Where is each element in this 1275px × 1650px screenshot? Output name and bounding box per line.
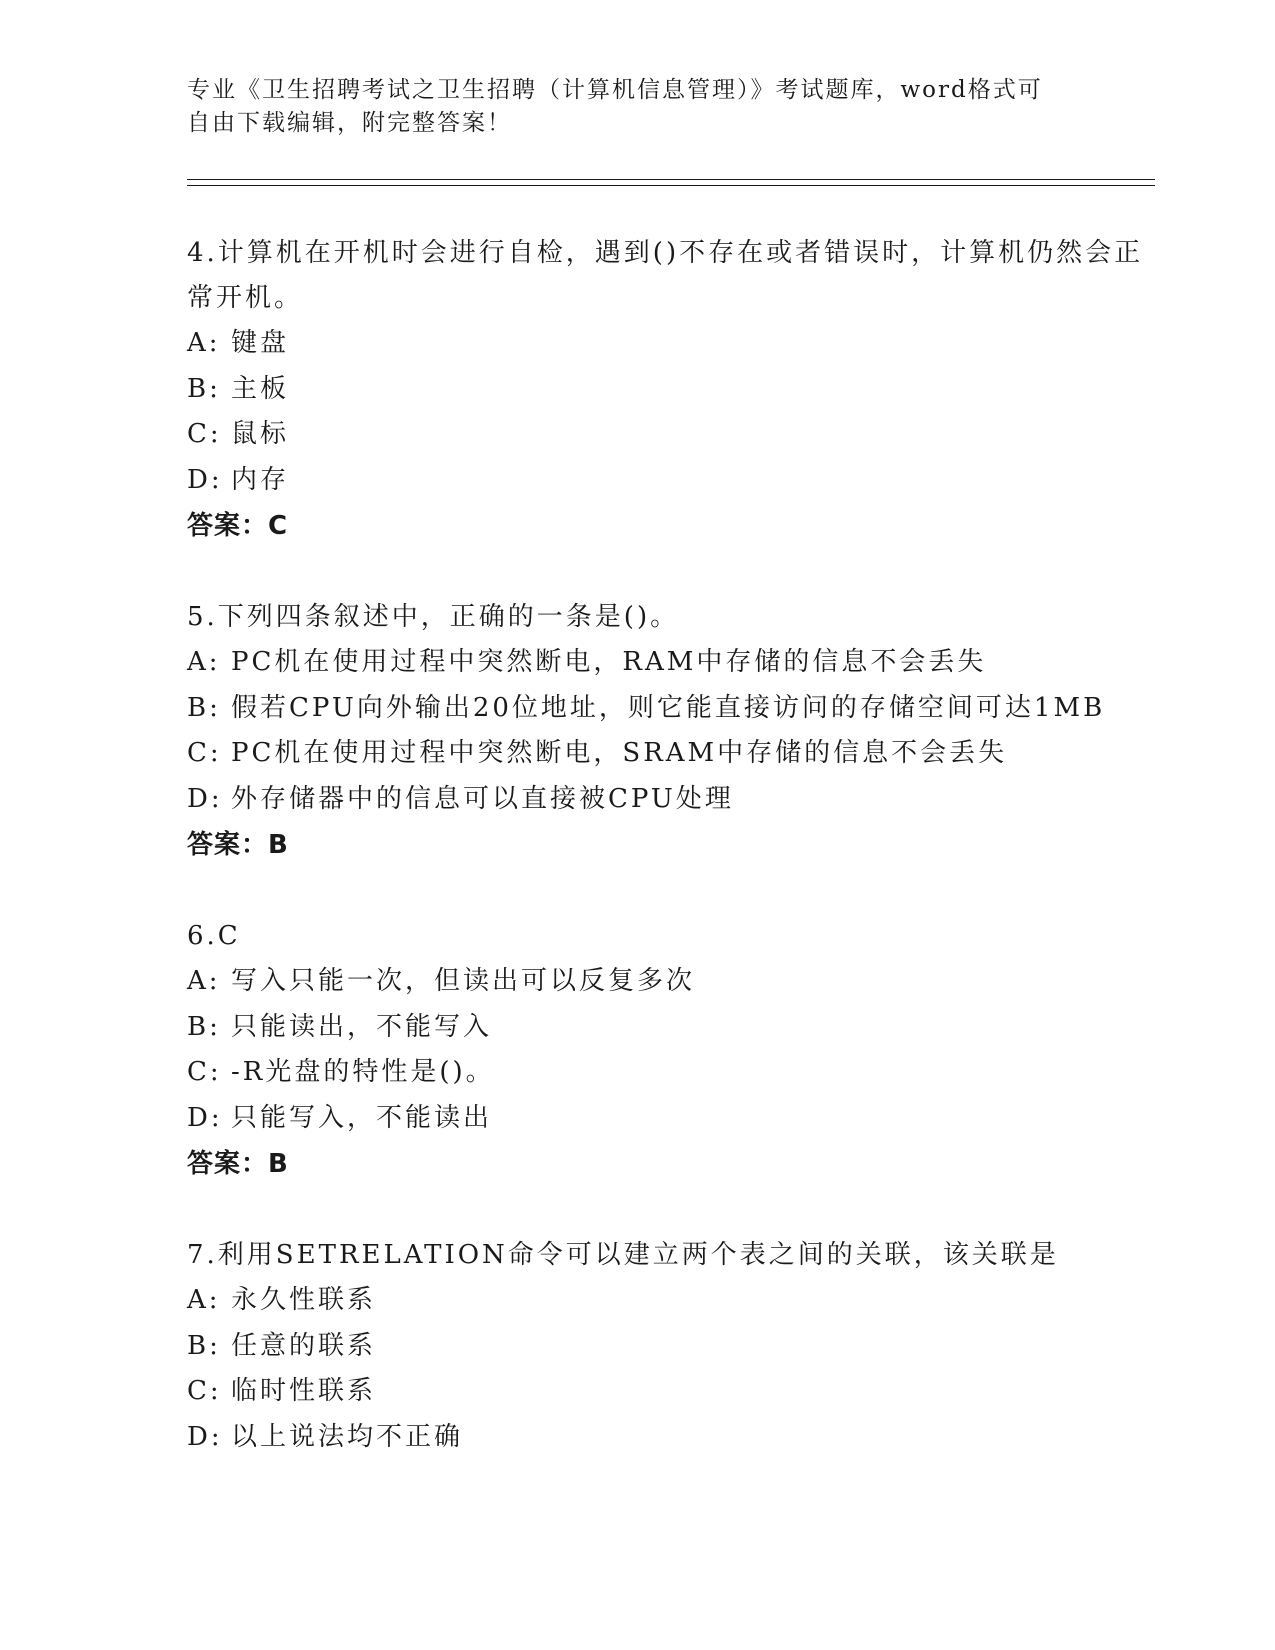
- option-text: 假若CPU向外输出20位地址，则它能直接访问的存储空间可达1MB: [231, 692, 1106, 723]
- question-stem: 7.利用SETRELATION命令可以建立两个表之间的关联，该关联是: [187, 1240, 1059, 1270]
- option-key: A:: [187, 1285, 221, 1315]
- option-d: [187, 1415, 1147, 1461]
- header-double-rule: [187, 179, 1155, 186]
- option-a: [187, 640, 1147, 686]
- answer-line: 答案：B: [187, 1149, 289, 1179]
- option-text: 临时性联系: [231, 1376, 377, 1406]
- option-c: [187, 1050, 1147, 1096]
- option-text: 永久性联系: [231, 1285, 377, 1315]
- option-c: [187, 731, 1147, 777]
- option-text: 写入只能一次，但读出可以反复多次: [231, 966, 696, 996]
- option-a: [187, 321, 1147, 367]
- option-d: [187, 777, 1147, 823]
- option-key: C:: [187, 738, 222, 768]
- option-key: D:: [187, 783, 223, 814]
- option-key: A:: [187, 647, 221, 677]
- option-key: B:: [187, 373, 221, 404]
- option-a: [187, 959, 1147, 1005]
- option-key: C:: [187, 419, 222, 449]
- option-text: 主板: [231, 373, 290, 404]
- question-7: [187, 1233, 1147, 1460]
- question-stem: 6.C: [187, 921, 241, 951]
- document-title: 专业《卫生招聘考试之卫生招聘（计算机信息管理）》考试题库，word格式可自由下载编辑，附完整答案！: [187, 77, 1043, 136]
- question-6: [187, 914, 1147, 1187]
- option-text: 内存: [231, 464, 290, 495]
- option-key: A:: [187, 328, 221, 358]
- option-text: PC机在使用过程中突然断电，SRAM中存储的信息不会丢失: [231, 738, 1008, 768]
- option-c: [187, 412, 1147, 458]
- option-c: [187, 1369, 1147, 1415]
- option-b: [187, 1324, 1147, 1370]
- option-d: [187, 1096, 1147, 1142]
- option-key: D:: [187, 1102, 223, 1133]
- question-4: [187, 231, 1147, 549]
- answer-line: 答案：C: [187, 511, 289, 541]
- document-header: [187, 74, 1067, 140]
- option-key: B:: [187, 692, 221, 723]
- option-a: [187, 1278, 1147, 1324]
- option-text: 外存储器中的信息可以直接被CPU处理: [231, 783, 734, 814]
- question-5: [187, 595, 1147, 868]
- option-d: [187, 458, 1147, 504]
- option-key: D:: [187, 464, 223, 495]
- option-key: C:: [187, 1057, 222, 1087]
- option-text: 以上说法均不正确: [231, 1421, 464, 1452]
- option-b: [187, 1005, 1147, 1051]
- question-list: [187, 231, 1147, 1506]
- option-text: 只能写入，不能读出: [231, 1102, 493, 1133]
- question-stem: 5.下列四条叙述中，正确的一条是()。: [187, 602, 680, 632]
- option-text: 任意的联系: [231, 1330, 377, 1361]
- option-b: [187, 367, 1147, 413]
- option-text: PC机在使用过程中突然断电，RAM中存储的信息不会丢失: [231, 647, 987, 677]
- option-key: B:: [187, 1330, 221, 1361]
- option-b: [187, 686, 1147, 732]
- option-key: C:: [187, 1376, 222, 1406]
- answer-line: 答案：B: [187, 830, 289, 860]
- option-key: B:: [187, 1011, 221, 1042]
- option-key: D:: [187, 1421, 223, 1452]
- option-text: 鼠标: [231, 419, 290, 449]
- question-stem: 4.计算机在开机时会进行自检，遇到()不存在或者错误时，计算机仍然会正常开机。: [187, 238, 1144, 313]
- option-text: 只能读出，不能写入: [231, 1011, 493, 1042]
- option-text: 键盘: [231, 328, 290, 358]
- option-key: A:: [187, 966, 221, 996]
- option-text: -R光盘的特性是()。: [231, 1057, 495, 1087]
